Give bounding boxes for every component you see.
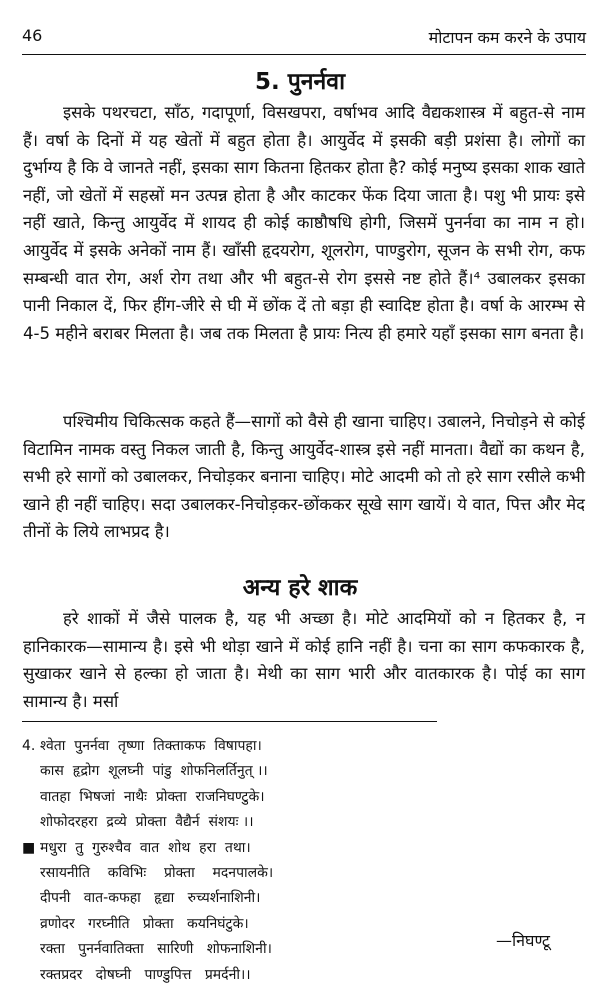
verse-line: शोफोदरहरा द्रव्ये प्रोक्ता वैद्यैर्न संशयः ।। xyxy=(40,814,254,831)
verse-line: रसायनीति कविभिः प्रोक्ता मदनपालके। xyxy=(40,865,274,882)
verse-line: कास हृद्रोग शूलघ्नी पांडु शोफनिलर्तिनुत् ।। xyxy=(40,763,268,780)
verse-line: रक्तप्रदर दोषघ्नी पाण्डुपित्त प्रमर्दनी।। xyxy=(40,966,251,983)
bullet-square-icon: ■ xyxy=(22,839,36,856)
verse-line: रक्ता पुनर्नवातिक्ता सारिणी शोफनाशिनी। xyxy=(40,941,272,958)
verse-line: वातहा भिषजां नाथैः प्रोक्ता राजनिघण्टुके। xyxy=(40,788,265,805)
footnote-marker: 4. xyxy=(22,738,36,754)
verse-line: व्रणोदर गरघ्नीति प्रोक्ता कयनिघंटुके। xyxy=(40,915,249,932)
verse-line: 4. श्वेता पुनर्नवा तृष्णा तिक्ताकफ विषापहा। xyxy=(22,734,273,759)
footnote-divider xyxy=(22,721,437,722)
running-title: मोटापन कम करने के उपाय xyxy=(428,28,586,47)
header-divider xyxy=(22,54,586,55)
paragraph-punarnava-2: पश्चिमीय चिकित्सक कहते हैं—सागों को वैसे ही खाना चाहिए। उबालने, निचोड़ने से कोई विटामिन नामक वस्तु निकल जाती है, किन्तु आयुर्वेद-शास्त्र इसे नहीं मानता। वैद्यों का कथन है, सभी हरे सागों को उबालकर, निचोड़कर बनाना चाहिए। मोटे आदमी को तो हरे साग रसीले कभी खाने ही नहीं चाहिए। सदा उबालकर-निचोड़कर-छोंककर सूखे साग खायें। ये वात, पित्त और मेद तीनों के लिये लाभप्रद है। xyxy=(23,412,585,542)
paragraph-punarnava-1: इसके पथरचटा, साँठ, गदापूर्णा, विसखपरा, वर्षाभव आदि वैद्यकशास्त्र में बहुत-से नाम हैं। वर्षा के दिनों में यह खेतों में बहुत होता है। आयुर्वेद में इसकी बड़ी प्रशंसा है। लोगों का दुर्भाग्य है कि वे जानते नहीं, इसका साग कितना हितकर होता है? कोई मनुष्य इसका शाक खाते नहीं, जो खेतों में सहस्रों मन उत्पन्न होता है और काटकर फेंक दिया जाता है। पशु भी प्रायः इसे नहीं खाते, किन्तु आयुर्वेद में शायद ही कोई काष्ठौषधि होगी, जिसमें पुनर्नवा का नाम न हो। आयुर्वेद में इसके अनेकों नाम हैं। खाँसी हृदयरोग, शूलरोग, पाण्डुरोग, सूजन के सभी रोग, कफ सम्बन्धी वात रोग, अर्श रोग तथा और भी बहुत-से रोग इससे नष्ट होते हैं।⁴ उबालकर इसका पानी निकाल दें, फिर हींग-जीरे से घी में छोंक दें तो बड़ा ही स्वादिष्ट होता है। वर्षा के आरम्भ से 4-5 महीने बराबर मिलता है। जब तक मिलता है प्रायः नित्य ही हमारे यहाँ इसका साग बनता है। xyxy=(23,103,585,343)
verse-line: दीपनी वात-कफहा हृद्या रुच्यर्शनाशिनी। xyxy=(40,890,261,907)
page-header xyxy=(22,26,586,52)
verse-line: ■ मधुरा तु गुरुश्चैव वात शोथ हरा तथा। xyxy=(22,836,273,861)
section-title-other-greens: अन्य हरे शाक xyxy=(242,575,358,601)
paragraph-other-greens: हरे शाकों में जैसे पालक है, यह भी अच्छा है। मोटे आदमियों को न हितकर है, न हानिकारक—सामान्य है। इसे भी थोड़ा खाने में कोई हानि नहीं है। चना का साग कफकारक है, सुखाकर खाने से हल्का हो जाता है। मेथी का साग भारी और वातकारक है। पोई का साग सामान्य है। मर्सा xyxy=(23,609,585,711)
section-title-punarnava: 5. पुनर्नवा xyxy=(254,69,346,95)
footnote-verse xyxy=(22,734,273,988)
page-number: 46 xyxy=(22,26,43,45)
verse-source: —निघण्टू xyxy=(496,931,550,950)
